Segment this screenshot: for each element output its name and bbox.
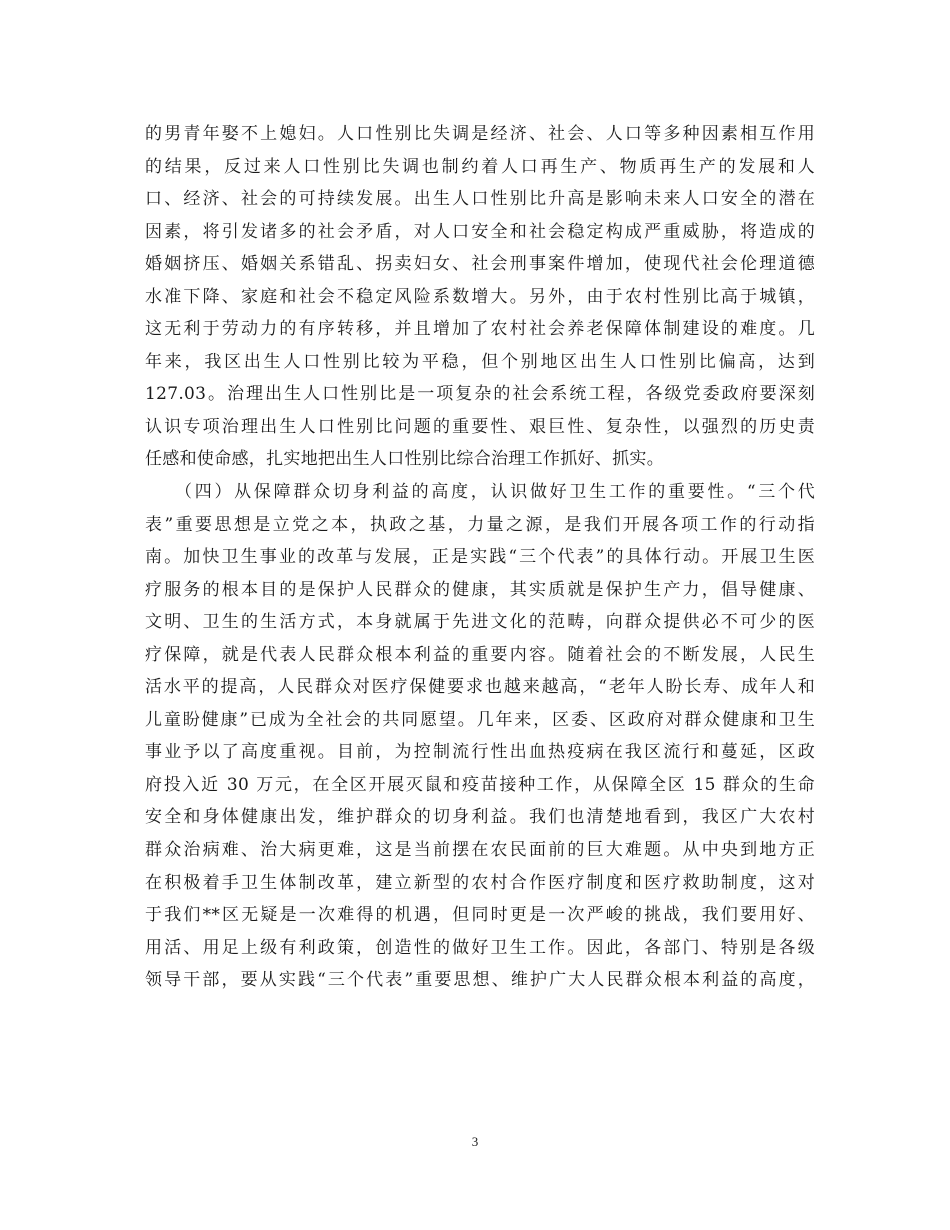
text-line: 的结果，反过来人口性别比失调也制约着人口再生产、物质再生产的发展和人 [145,156,815,177]
text-line: 年来，我区出生人口性别比较为平稳，但个别地区出生人口性别比偏高，达到 [145,351,815,372]
text-line: 任感和使命感，扎实地把出生人口性别比综合治理工作抓好、抓实。 [145,449,664,470]
text-line: 疗保障，就是代表人民群众根本利益的重要内容。随着社会的不断发展，人民生 [145,644,815,665]
text-line: 127.03。治理出生人口性别比是一项复杂的社会系统工程，各级党委政府要深刻 [145,384,815,405]
text-line: 这无利于劳动力的有序转移，并且增加了农村社会养老保障体制建设的难度。几 [145,319,815,340]
text-line: 府投入近 30 万元，在全区开展灭鼠和疫苗接种工作，从保障全区 15 群众的生命 [145,774,815,795]
text-line: 疗服务的根本目的是保护人民群众的健康，其实质就是保护生产力，倡导健康、 [145,579,815,600]
text-line: 的男青年娶不上媳妇。人口性别比失调是经济、社会、人口等多种因素相互作用 [145,124,815,144]
text-line: 事业予以了高度重视。目前，为控制流行性出血热疫病在我区流行和蔓延，区政 [145,742,815,763]
text-line: 安全和身体健康出发，维护群众的切身利益。我们也清楚地看到，我区广大农村 [145,807,815,828]
text-line: 南。加快卫生事业的改革与发展，正是实践“三个代表”的具体行动。开展卫生医 [145,547,815,568]
text-line: 儿童盼健康”已成为全社会的共同愿望。几年来，区委、区政府对群众健康和卫生 [145,709,815,730]
text-line: 领导干部，要从实践“三个代表”重要思想、维护广大人民群众根本利益的高度， [145,970,815,991]
text-line: 口、经济、社会的可持续发展。出生人口性别比升高是影响未来人口安全的潜在 [145,189,815,210]
text-line: 因素，将引发诸多的社会矛盾，对人口安全和社会稳定构成严重威胁，将造成的 [145,221,815,242]
text-line: 用活、用足上级有利政策，创造性的做好卫生工作。因此，各部门、特别是各级 [145,937,815,958]
section-heading-line: （四）从保障群众切身利益的高度，认识做好卫生工作的重要性。“三个代 [175,482,815,503]
text-line: 婚姻挤压、婚姻关系错乱、拐卖妇女、社会刑事案件增加，使现代社会伦理道德 [145,254,815,275]
page-number: 3 [471,1134,479,1149]
text-line: 在积极着手卫生体制改革，建立新型的农村合作医疗制度和医疗救助制度，这对 [145,872,815,893]
text-line: 认识专项治理出生人口性别比问题的重要性、艰巨性、复杂性，以强烈的历史责 [145,416,815,437]
text-line: 群众治病难、治大病更难，这是当前摆在农民面前的巨大难题。从中央到地方正 [145,840,815,861]
text-line: 于我们**区无疑是一次难得的机遇，但同时更是一次严峻的挑战，我们要用好、 [145,905,815,926]
text-line: 活水平的提高，人民群众对医疗保健要求也越来越高，“老年人盼长寿、成年人和 [145,677,815,698]
text-line: 文明、卫生的生活方式，本身就属于先进文化的范畴，向群众提供必不可少的医 [145,612,815,633]
document-body [145,118,815,997]
text-line: 水准下降、家庭和社会不稳定风险系数增大。另外，由于农村性别比高于城镇， [145,286,815,307]
text-line: 表”重要思想是立党之本，执政之基，力量之源，是我们开展各项工作的行动指 [145,514,815,535]
